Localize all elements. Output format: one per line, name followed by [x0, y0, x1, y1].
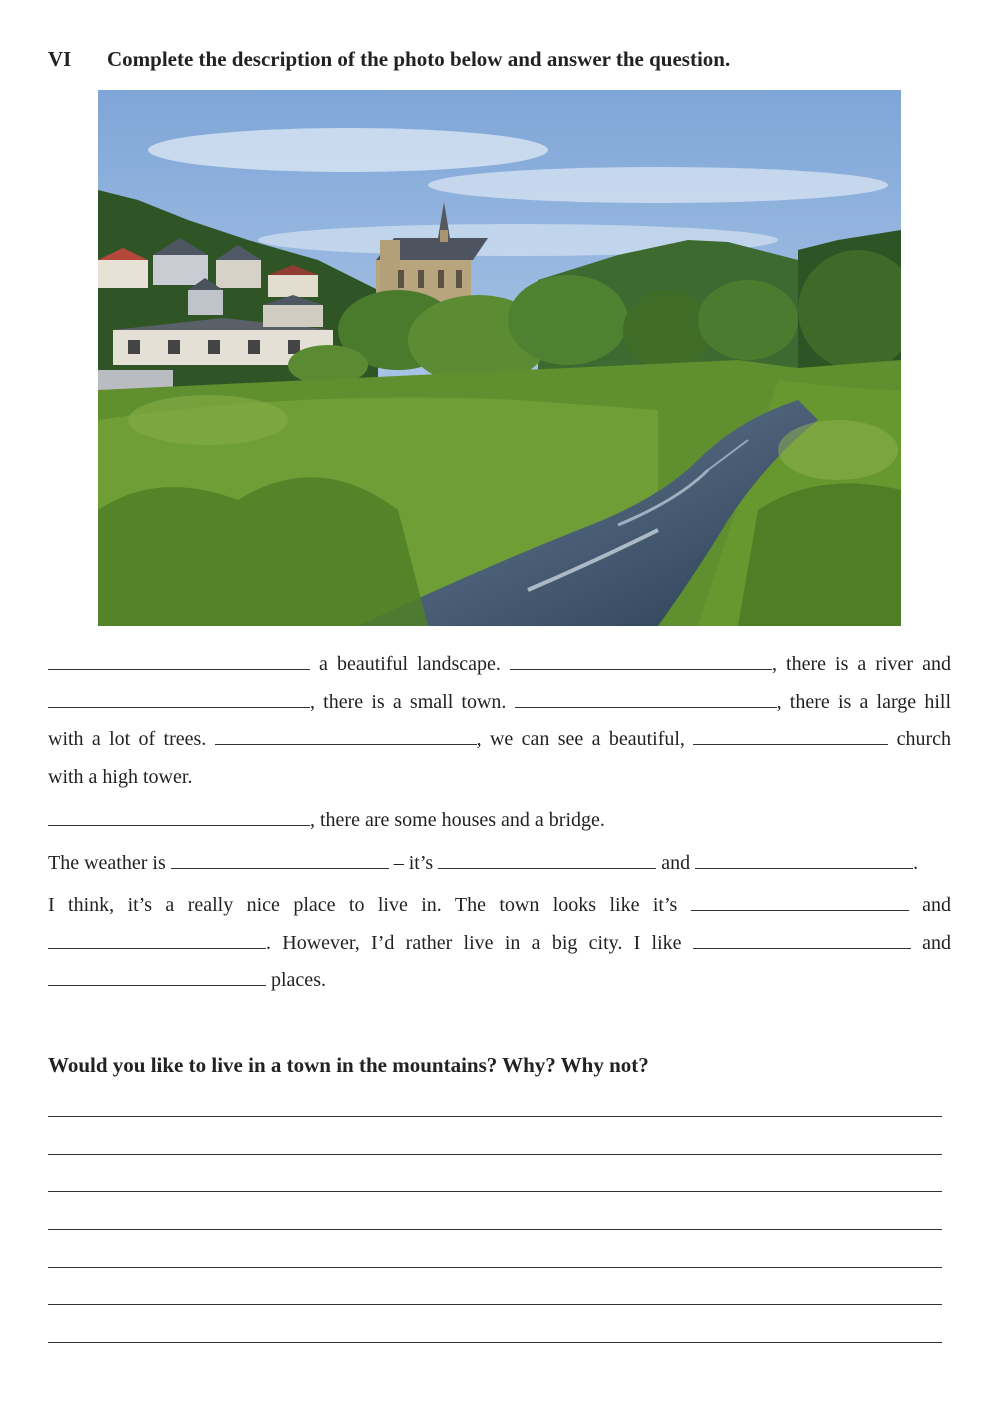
paragraph1-text-7: church	[896, 728, 952, 750]
answer-line[interactable]	[48, 1267, 942, 1268]
answer-blank[interactable]	[48, 928, 266, 949]
answer-line[interactable]	[48, 1191, 942, 1192]
weather-sentence	[48, 845, 951, 883]
opinion-paragraph-end	[48, 962, 951, 1000]
exercise-number: VI	[48, 47, 72, 71]
paragraph1-text-1: a beautiful landscape.	[319, 653, 501, 675]
paragraph1-text-4: , there is a large hill	[776, 690, 952, 713]
answer-line[interactable]	[48, 1304, 942, 1305]
answer-line[interactable]	[48, 1116, 942, 1117]
paragraph1-text-3: , there is a small town.	[310, 690, 507, 713]
weather-text-1: The weather is	[48, 852, 166, 874]
answer-blank[interactable]	[438, 848, 656, 869]
answer-line[interactable]	[48, 1342, 942, 1343]
landscape-photo	[98, 90, 901, 626]
answer-blank[interactable]	[695, 848, 913, 869]
opinion-text-5: places.	[271, 969, 326, 991]
answer-blank[interactable]	[48, 687, 310, 708]
paragraph1-text-6: , we can see a beautiful,	[476, 728, 685, 750]
paragraph1-text-2: , there is a river and	[771, 653, 952, 675]
weather-text-4: .	[913, 852, 919, 874]
weather-text-2: – it’s	[393, 852, 434, 874]
question-text: Would you like to live in a town in the mountains? Why? Why not?	[48, 1053, 649, 1077]
paragraph2-text-1: , there are some houses and a bridge.	[310, 809, 605, 831]
answer-blank[interactable]	[171, 848, 389, 869]
paragraph1-text-8: with a high tower.	[48, 766, 193, 788]
opinion-text-3: . However, I’d rather live in a big city. I like	[266, 931, 682, 954]
exercise-heading	[48, 47, 730, 72]
answer-line[interactable]	[48, 1229, 942, 1230]
answer-blank[interactable]	[48, 805, 310, 826]
exercise-instruction: Complete the description of the photo below and answer the question.	[107, 47, 731, 71]
opinion-text-4: and	[922, 931, 951, 954]
answer-blank[interactable]	[510, 649, 772, 670]
opinion-text-1: I think, it’s a really nice place to live in. The town looks like it’s	[48, 894, 678, 916]
answer-line[interactable]	[48, 1154, 942, 1155]
paragraph-2	[48, 802, 951, 840]
answer-blank[interactable]	[691, 890, 909, 911]
answer-blank[interactable]	[48, 649, 310, 670]
answer-blank[interactable]	[215, 724, 477, 745]
paragraph-1-end	[48, 759, 951, 797]
paragraph-1	[48, 646, 951, 759]
answer-blank[interactable]	[48, 965, 266, 986]
answer-blank[interactable]	[515, 687, 777, 708]
weather-text-3: and	[661, 852, 691, 874]
paragraph1-text-5: with a lot of trees.	[48, 728, 207, 750]
opinion-text-2: and	[922, 894, 952, 916]
answer-blank[interactable]	[693, 928, 911, 949]
answer-blank[interactable]	[693, 724, 888, 745]
opinion-paragraph	[48, 887, 951, 962]
